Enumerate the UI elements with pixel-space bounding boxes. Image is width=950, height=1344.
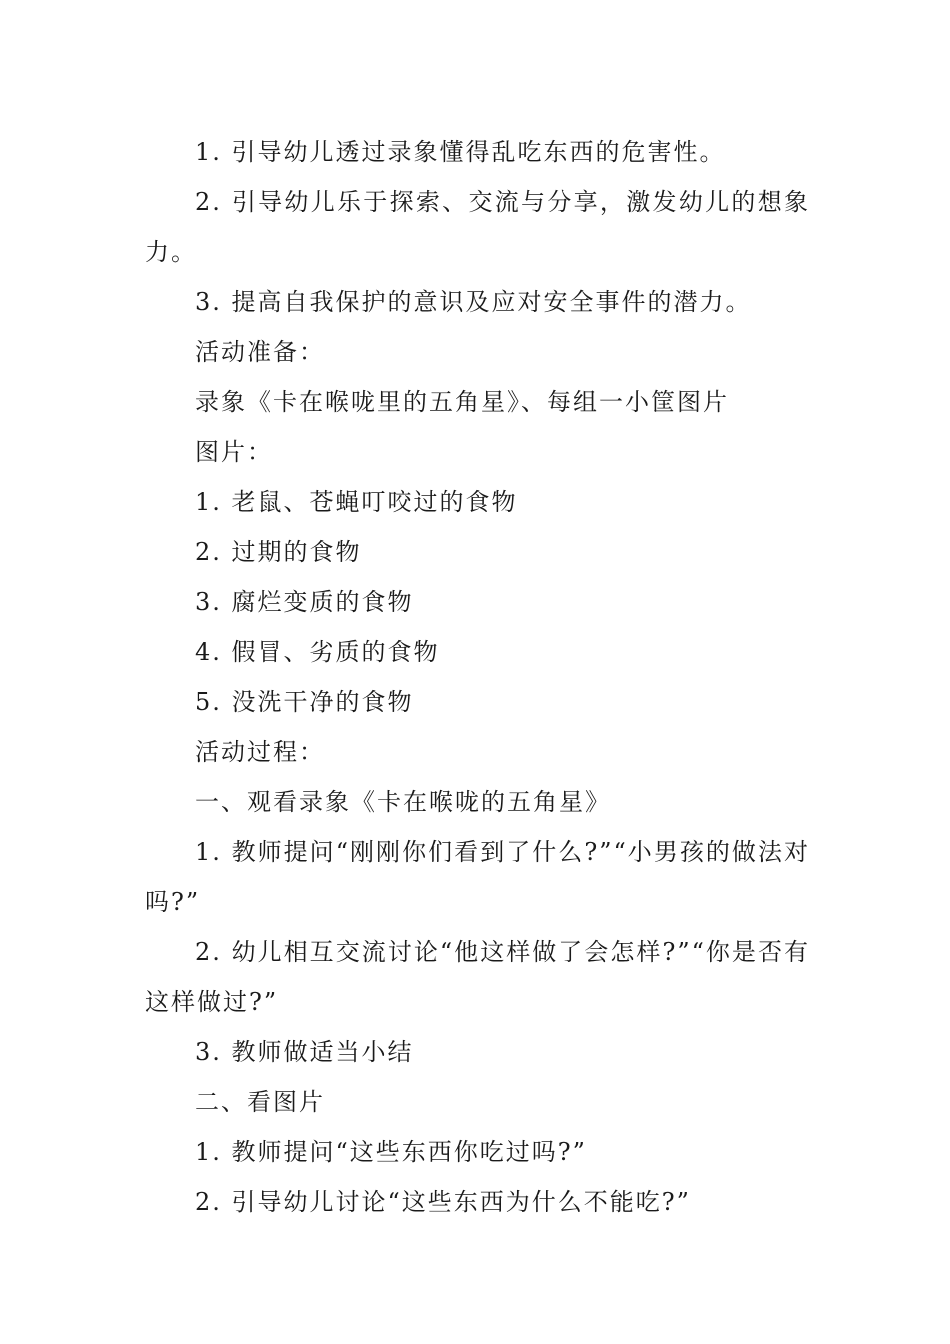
paragraph: 3. 教师做适当小结 bbox=[195, 1038, 414, 1066]
list-item: 2. 过期的食物 bbox=[195, 538, 362, 566]
section-heading: 二、看图片 bbox=[195, 1088, 325, 1116]
paragraph: 1. 教师提问“这些东西你吃过吗?” bbox=[195, 1138, 587, 1166]
paragraph: 3. 提高自我保护的意识及应对安全事件的潜力。 bbox=[195, 288, 752, 316]
section-heading: 活动准备： bbox=[195, 338, 325, 366]
list-item: 4. 假冒、劣质的食物 bbox=[195, 638, 440, 666]
paragraph: 2. 幼儿相互交流讨论“他这样做了会怎样?”“你是否有这样做过?” bbox=[145, 938, 810, 1016]
paragraph: 1. 教师提问“刚刚你们看到了什么?”“小男孩的做法对吗?” bbox=[145, 838, 810, 916]
paragraph: 2. 引导幼儿讨论“这些东西为什么不能吃?” bbox=[195, 1188, 691, 1216]
document-body bbox=[145, 127, 810, 1227]
section-heading: 图片： bbox=[195, 438, 273, 466]
paragraph: 2. 引导幼儿乐于探索、交流与分享，激发幼儿的想象力。 bbox=[145, 188, 810, 266]
section-heading: 活动过程： bbox=[195, 738, 325, 766]
list-item: 1. 老鼠、苍蝇叮咬过的食物 bbox=[195, 488, 518, 516]
list-item: 5. 没洗干净的食物 bbox=[195, 688, 414, 716]
paragraph: 录象《卡在喉咙里的五角星》、每组一小筐图片 bbox=[195, 388, 729, 416]
section-heading: 一、观看录象《卡在喉咙的五角星》 bbox=[195, 788, 611, 816]
list-item: 3. 腐烂变质的食物 bbox=[195, 588, 414, 616]
paragraph: 1. 引导幼儿透过录象懂得乱吃东西的危害性。 bbox=[195, 138, 726, 166]
